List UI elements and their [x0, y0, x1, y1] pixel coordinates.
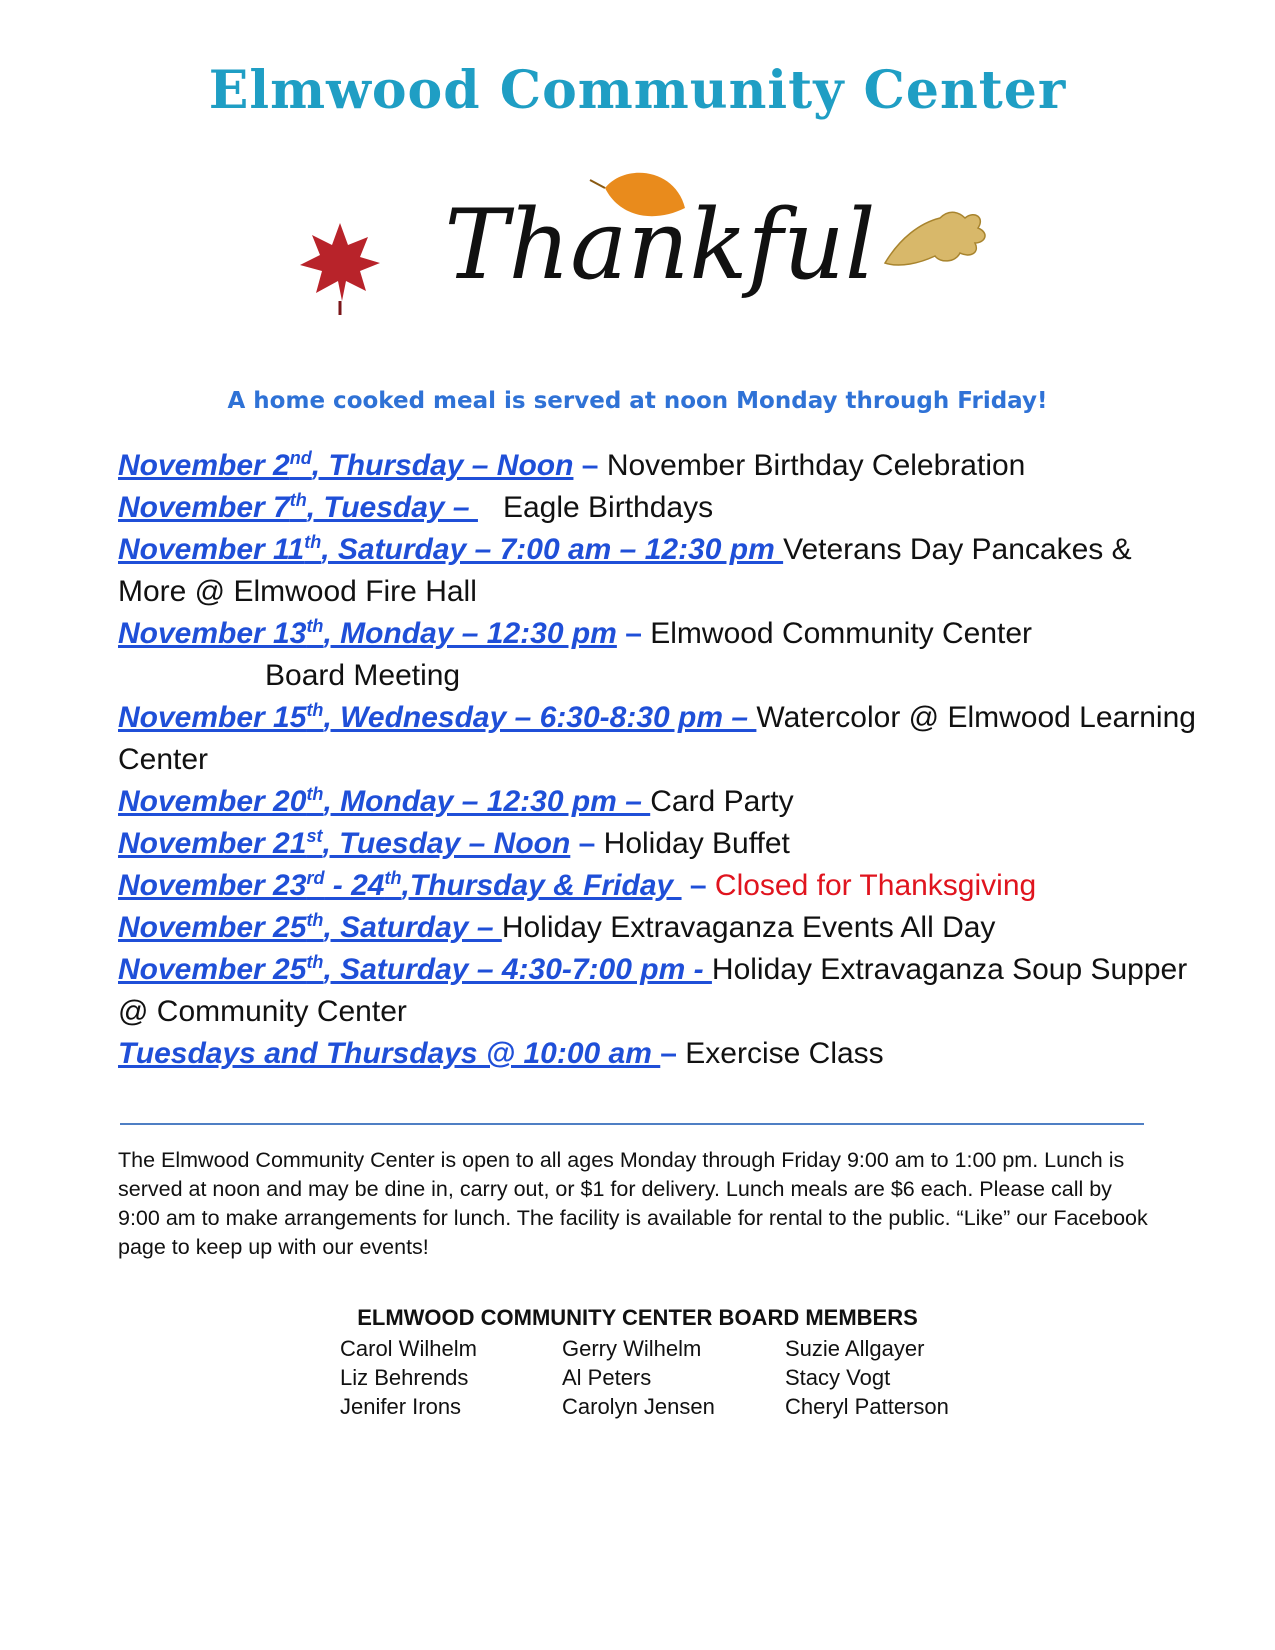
event-item [118, 529, 1198, 613]
date-text: November 11 [118, 533, 305, 566]
event-description: November Birthday Celebration [606, 449, 1026, 482]
date-text: November 21 [118, 827, 307, 860]
event-description: Watercolor @ Elmwood Learning Center [118, 701, 1196, 776]
event-separator: – [681, 869, 715, 902]
event-description-continued: Board Meeting [265, 659, 461, 692]
event-date-link[interactable] [118, 953, 712, 986]
event-separator [478, 491, 503, 524]
event-date-link[interactable] [118, 617, 617, 650]
board-heading: ELMWOOD COMMUNITY CENTER BOARD MEMBERS [357, 1305, 918, 1330]
board-member: Liz Behrends [340, 1365, 469, 1390]
events-list [118, 445, 1198, 1075]
info-paragraph: The Elmwood Community Center is open to all ages Monday through Friday 9:00 am to 1:00 pm. Lunch is served at noon and may be dine in, carry out, or $1 for delivery. Lunch meals are $6 each. Please call by 9:00 am to make arrangements for lunch. The facility is available for rental to the public. “Like” our Facebook page to keep up with our events! [118, 1148, 1148, 1259]
event-separator: – [570, 827, 604, 860]
event-date-link[interactable] [118, 911, 502, 944]
event-item [118, 907, 1198, 949]
date-text: , Saturday – 7:00 am – 12:30 pm [321, 533, 784, 566]
board-member: Suzie Allgayer [785, 1336, 925, 1361]
board-member: Al Peters [562, 1365, 652, 1390]
date-text: , Tuesday – [306, 491, 478, 524]
page-title: Elmwood Community Center [208, 60, 1067, 121]
date-text: , Tuesday – Noon [322, 827, 571, 860]
meal-notice: A home cooked meal is served at noon Monday through Friday! [227, 388, 1048, 414]
event-separator: – [616, 617, 651, 650]
date-suffix: th [306, 952, 324, 972]
event-item [118, 781, 1198, 823]
event-description: Holiday Buffet [603, 827, 790, 860]
date-text: Tuesdays and Thursdays @ 10:00 am [118, 1037, 661, 1070]
date-text: , Thursday – Noon [311, 449, 574, 482]
event-date-link[interactable] [118, 701, 756, 734]
date-text: November 25 [118, 953, 307, 986]
date-text: November 2 [118, 449, 290, 482]
event-description: Holiday Extravaganza Soup Supper @ Community Center [118, 953, 1188, 1028]
date-text: November 20 [118, 785, 307, 818]
event-description: Card Party [650, 785, 794, 818]
event-description: Holiday Extravaganza Events All Day [501, 911, 996, 944]
event-item [118, 823, 1198, 865]
event-item [118, 865, 1198, 907]
board-member: Carolyn Jensen [562, 1394, 715, 1419]
date-text: , Monday – 12:30 pm – [323, 785, 651, 818]
date-text: - 24 [324, 869, 385, 902]
event-item [118, 949, 1198, 1033]
event-date-link[interactable] [118, 533, 783, 566]
board-member: Carol Wilhelm [340, 1336, 477, 1361]
event-description: Exercise Class [685, 1037, 884, 1070]
event-description: Veterans Day Pancakes & More @ Elmwood Fire Hall [118, 533, 1132, 608]
board-member: Gerry Wilhelm [562, 1336, 702, 1361]
event-date-link[interactable] [118, 827, 570, 860]
thankful-banner [290, 168, 1030, 318]
date-suffix: rd [306, 868, 325, 888]
date-text: , Saturday – 4:30-7:00 pm - [323, 953, 712, 986]
date-text: November 15 [118, 701, 307, 734]
event-item [118, 445, 1198, 487]
date-suffix: th [306, 910, 324, 930]
date-text: November 13 [118, 617, 307, 650]
event-date-link[interactable] [118, 785, 650, 818]
date-text: , Monday – 12:30 pm [323, 617, 617, 650]
event-item [118, 1033, 1198, 1075]
maple-leaf-icon [300, 223, 380, 315]
oak-leaf-icon [885, 212, 985, 265]
date-text: , Wednesday – 6:30-8:30 pm – [323, 701, 757, 734]
date-suffix: th [306, 784, 324, 804]
date-text: November 23 [118, 869, 307, 902]
event-date-link[interactable] [118, 869, 682, 902]
event-description: Eagle Birthdays [502, 491, 714, 524]
date-suffix: st [306, 826, 323, 846]
thankful-word: Thankful [444, 189, 876, 301]
date-text: , Saturday – [323, 911, 502, 944]
event-item [118, 697, 1198, 781]
date-text: November 25 [118, 911, 307, 944]
board-member: Stacy Vogt [785, 1365, 891, 1390]
event-description: Closed for Thanksgiving [714, 869, 1037, 902]
date-suffix: th [306, 616, 324, 636]
date-suffix: th [304, 532, 322, 552]
event-date-link[interactable] [118, 449, 573, 482]
date-suffix: th [306, 700, 324, 720]
board-members [340, 1334, 1000, 1421]
board-member: Jenifer Irons [340, 1394, 462, 1419]
date-text: ,Thursday & Friday [401, 869, 682, 902]
board-member: Cheryl Patterson [785, 1394, 949, 1419]
event-item [118, 487, 1198, 529]
event-description: Elmwood Community Center [650, 617, 1033, 650]
date-suffix: th [289, 490, 307, 510]
event-item [118, 613, 1198, 655]
event-separator: – [660, 1037, 686, 1070]
date-text: November 7 [118, 491, 290, 524]
date-suffix: nd [289, 448, 312, 468]
event-separator: – [573, 449, 607, 482]
event-date-link[interactable] [118, 1037, 660, 1070]
date-suffix: th [384, 868, 402, 888]
section-divider [120, 1123, 1144, 1125]
event-date-link[interactable] [118, 491, 478, 524]
